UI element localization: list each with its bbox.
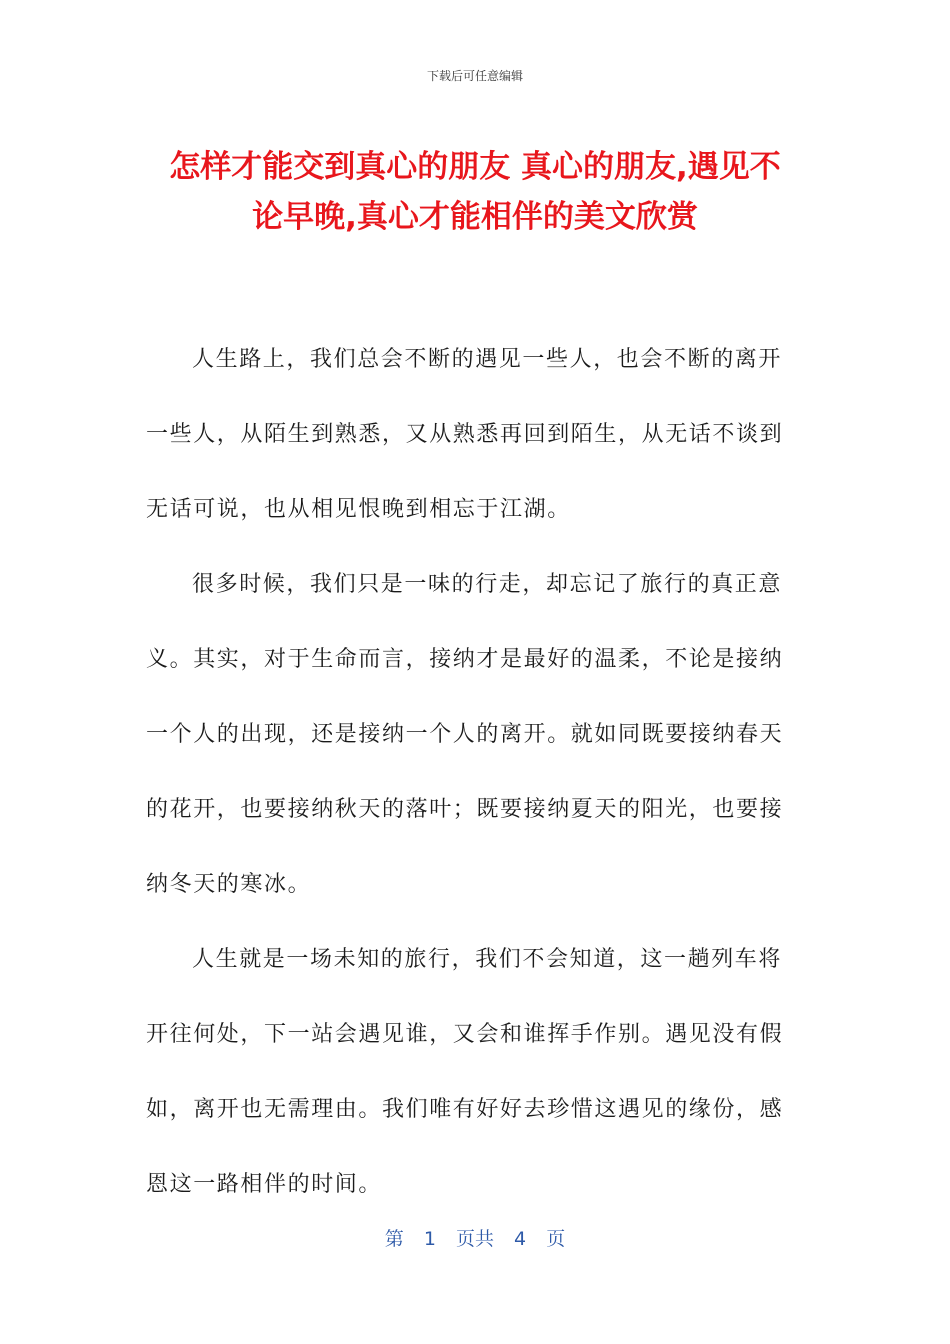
paragraph-2 bbox=[146, 547, 794, 922]
footer-prefix: 第 bbox=[384, 1228, 404, 1250]
footer-middle: 页共 bbox=[455, 1228, 494, 1250]
paragraph-line: 恩这一路相伴的时间。 bbox=[146, 1172, 383, 1197]
footer-total-pages: 4 bbox=[514, 1228, 527, 1250]
paragraph-line: 人生路上，我们总会不断的遇见一些人，也会不断的离开 bbox=[192, 347, 783, 372]
document-title bbox=[110, 142, 840, 242]
paragraph-line: 义。其实，对于生命而言，接纳才是最好的温柔，不论是接纳 bbox=[146, 647, 784, 672]
paragraph-line: 纳冬天的寒冰。 bbox=[146, 872, 312, 897]
page-footer bbox=[0, 1226, 950, 1252]
paragraph-line: 的花开，也要接纳秋天的落叶；既要接纳夏天的阳光，也要接 bbox=[146, 797, 784, 822]
paragraph-line: 很多时候，我们只是一味的行走，却忘记了旅行的真正意 bbox=[192, 572, 783, 597]
paragraph-line: 开往何处，下一站会遇见谁，又会和谁挥手作别。遇见没有假 bbox=[146, 1022, 784, 1047]
paragraph-line: 一些人，从陌生到熟悉，又从熟悉再回到陌生，从无话不谈到 bbox=[146, 422, 784, 447]
paragraph-1 bbox=[146, 322, 794, 547]
footer-suffix: 页 bbox=[546, 1228, 566, 1250]
article-body bbox=[146, 322, 794, 1222]
paragraph-line: 一个人的出现，还是接纳一个人的离开。就如同既要接纳春天 bbox=[146, 722, 784, 747]
title-line-1: 怎样才能交到真心的朋友 真心的朋友,遇见不 bbox=[169, 149, 781, 185]
paragraph-line: 无话可说，也从相见恨晚到相忘于江湖。 bbox=[146, 497, 571, 522]
header-note: 下载后可任意编辑 bbox=[426, 69, 523, 83]
title-line-2: 论早晚,真心才能相伴的美文欣赏 bbox=[252, 199, 698, 235]
paragraph-3 bbox=[146, 922, 794, 1222]
footer-current-page: 1 bbox=[423, 1228, 436, 1250]
paragraph-line: 如，离开也无需理由。我们唯有好好去珍惜这遇见的缘份，感 bbox=[146, 1097, 784, 1122]
paragraph-line: 人生就是一场未知的旅行，我们不会知道，这一趟列车将 bbox=[192, 947, 783, 972]
